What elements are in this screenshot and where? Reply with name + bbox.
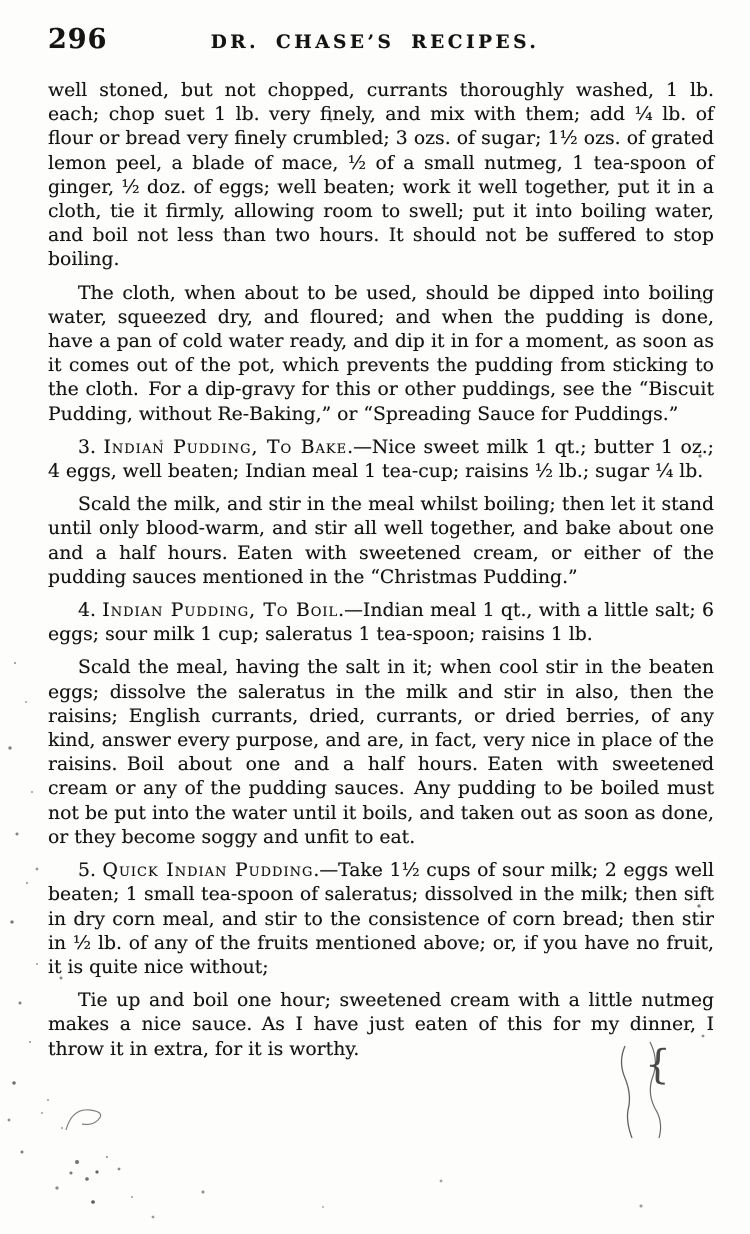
recipe-5-ingredients: .—Take 1½ cups of sour milk; 2 eggs well beaten; 1 small tea-spoon of saleratus; dissolved in the milk; then sift in dry corn meal, and stir to the consistence of corn bread; then stir in ½ lb. of any of the fruits mentioned above; or, if you have no fruit, it is quite nice without; — [48, 860, 714, 978]
recipe-5-number: 5. — [78, 860, 103, 882]
page-body — [48, 79, 714, 1071]
recipe-3-ingredients: .—Nice sweet milk 1 qt.; butter 1 oz.; 4 eggs, well beaten; Indian meal 1 tea-cup; raisins ½ lb.; sugar ¼ lb. — [48, 436, 715, 483]
page-number: 296 — [48, 24, 108, 55]
recipe-5-quick-indian-pudding — [48, 859, 714, 980]
scan-speckles — [0, 0, 2, 2]
recipe-4-ingredients: .—Indian meal 1 qt., with a little salt; 6 eggs; sour milk 1 cup; saleratus 1 tea-spoon; raisins 1 lb. — [48, 600, 714, 646]
recipe-5-title: Quick Indian Pudding — [102, 860, 314, 882]
paragraph-boil-directions: Scald the meal, having the salt in it; when cool stir in the beaten eggs; dissolve the saleratus in the milk and stir in also, then the raisins; English currants, dried, currants, or dried berries, of any kind, answer every purpose, and are, in fact, very nice in place of the raisins. Boil about one and a half hours. Eaten with sweetened cream or any of the pudding sauces. Any pudding to be boiled must not be put into the water until it boils, and taken out as soon as done, or they become soggy and unfit to eat. — [48, 657, 714, 848]
recipe-3-number: 3. — [78, 436, 104, 458]
paragraph-bake-directions: Scald the milk, and stir in the meal whilst boiling; then let it stand until only blood-warm, and stir all well together, and bake about one and a half hours. Eaten with sweetened cream, or either of the pudding sauces mentioned in the “Christmas Pudding.” — [48, 494, 714, 588]
paragraph-cloth-instructions: The cloth, when about to be used, should be dipped into boiling water, squeezed dry, and floured; and when the pudding is done, have a pan of cold water ready, and dip it in for a moment, as soon as it comes out of the pot, which prevents the pudding from sticking to the cloth. For a dip-gravy for this or other puddings, see the “Biscuit Pudding, without Re-Baking,” or “Spreading Sauce for Puddings.” — [48, 282, 714, 425]
ink-squiggle-artifact — [62, 1104, 122, 1138]
running-title: DR. CHASE’S RECIPES. — [210, 32, 540, 53]
recipe-4-number: 4. — [78, 600, 103, 622]
paragraph-pudding-continuation: well stoned, but not chopped, currants thoroughly washed, 1 lb. each; chop suet 1 lb. very finely, and mix with them; add ¼ lb. of flour or bread very finely crumbled; 3 ozs. of sugar; 1½ ozs. of grated lemon peel, a blade of mace, ½ of a small nutmeg, 1 tea-spoon of ginger, ½ doz. of eggs; well beaten; work it well together, put it in a cloth, tie it firmly, allowing room to swell; put it into boiling water, and boil not less than two hours. It should not be suffered to stop boiling. — [48, 80, 714, 271]
running-head — [0, 24, 750, 57]
ink-brace-artifact: { — [644, 1041, 672, 1089]
recipe-3-indian-pudding-bake — [48, 436, 714, 484]
recipe-4-title: Indian Pudding, To Boil — [102, 600, 339, 622]
ink-hairline-artifact — [598, 1040, 728, 1145]
recipe-4-indian-pudding-boil — [48, 599, 714, 647]
recipe-3-title: Indian Pudding, To Bake — [103, 436, 348, 458]
paragraph-tie-up-directions: Tie up and boil one hour; sweetened cream with a little nutmeg makes a nice sauce. As I have just eaten of this for my dinner, I throw it in extra, for it is worthy. — [48, 990, 714, 1060]
